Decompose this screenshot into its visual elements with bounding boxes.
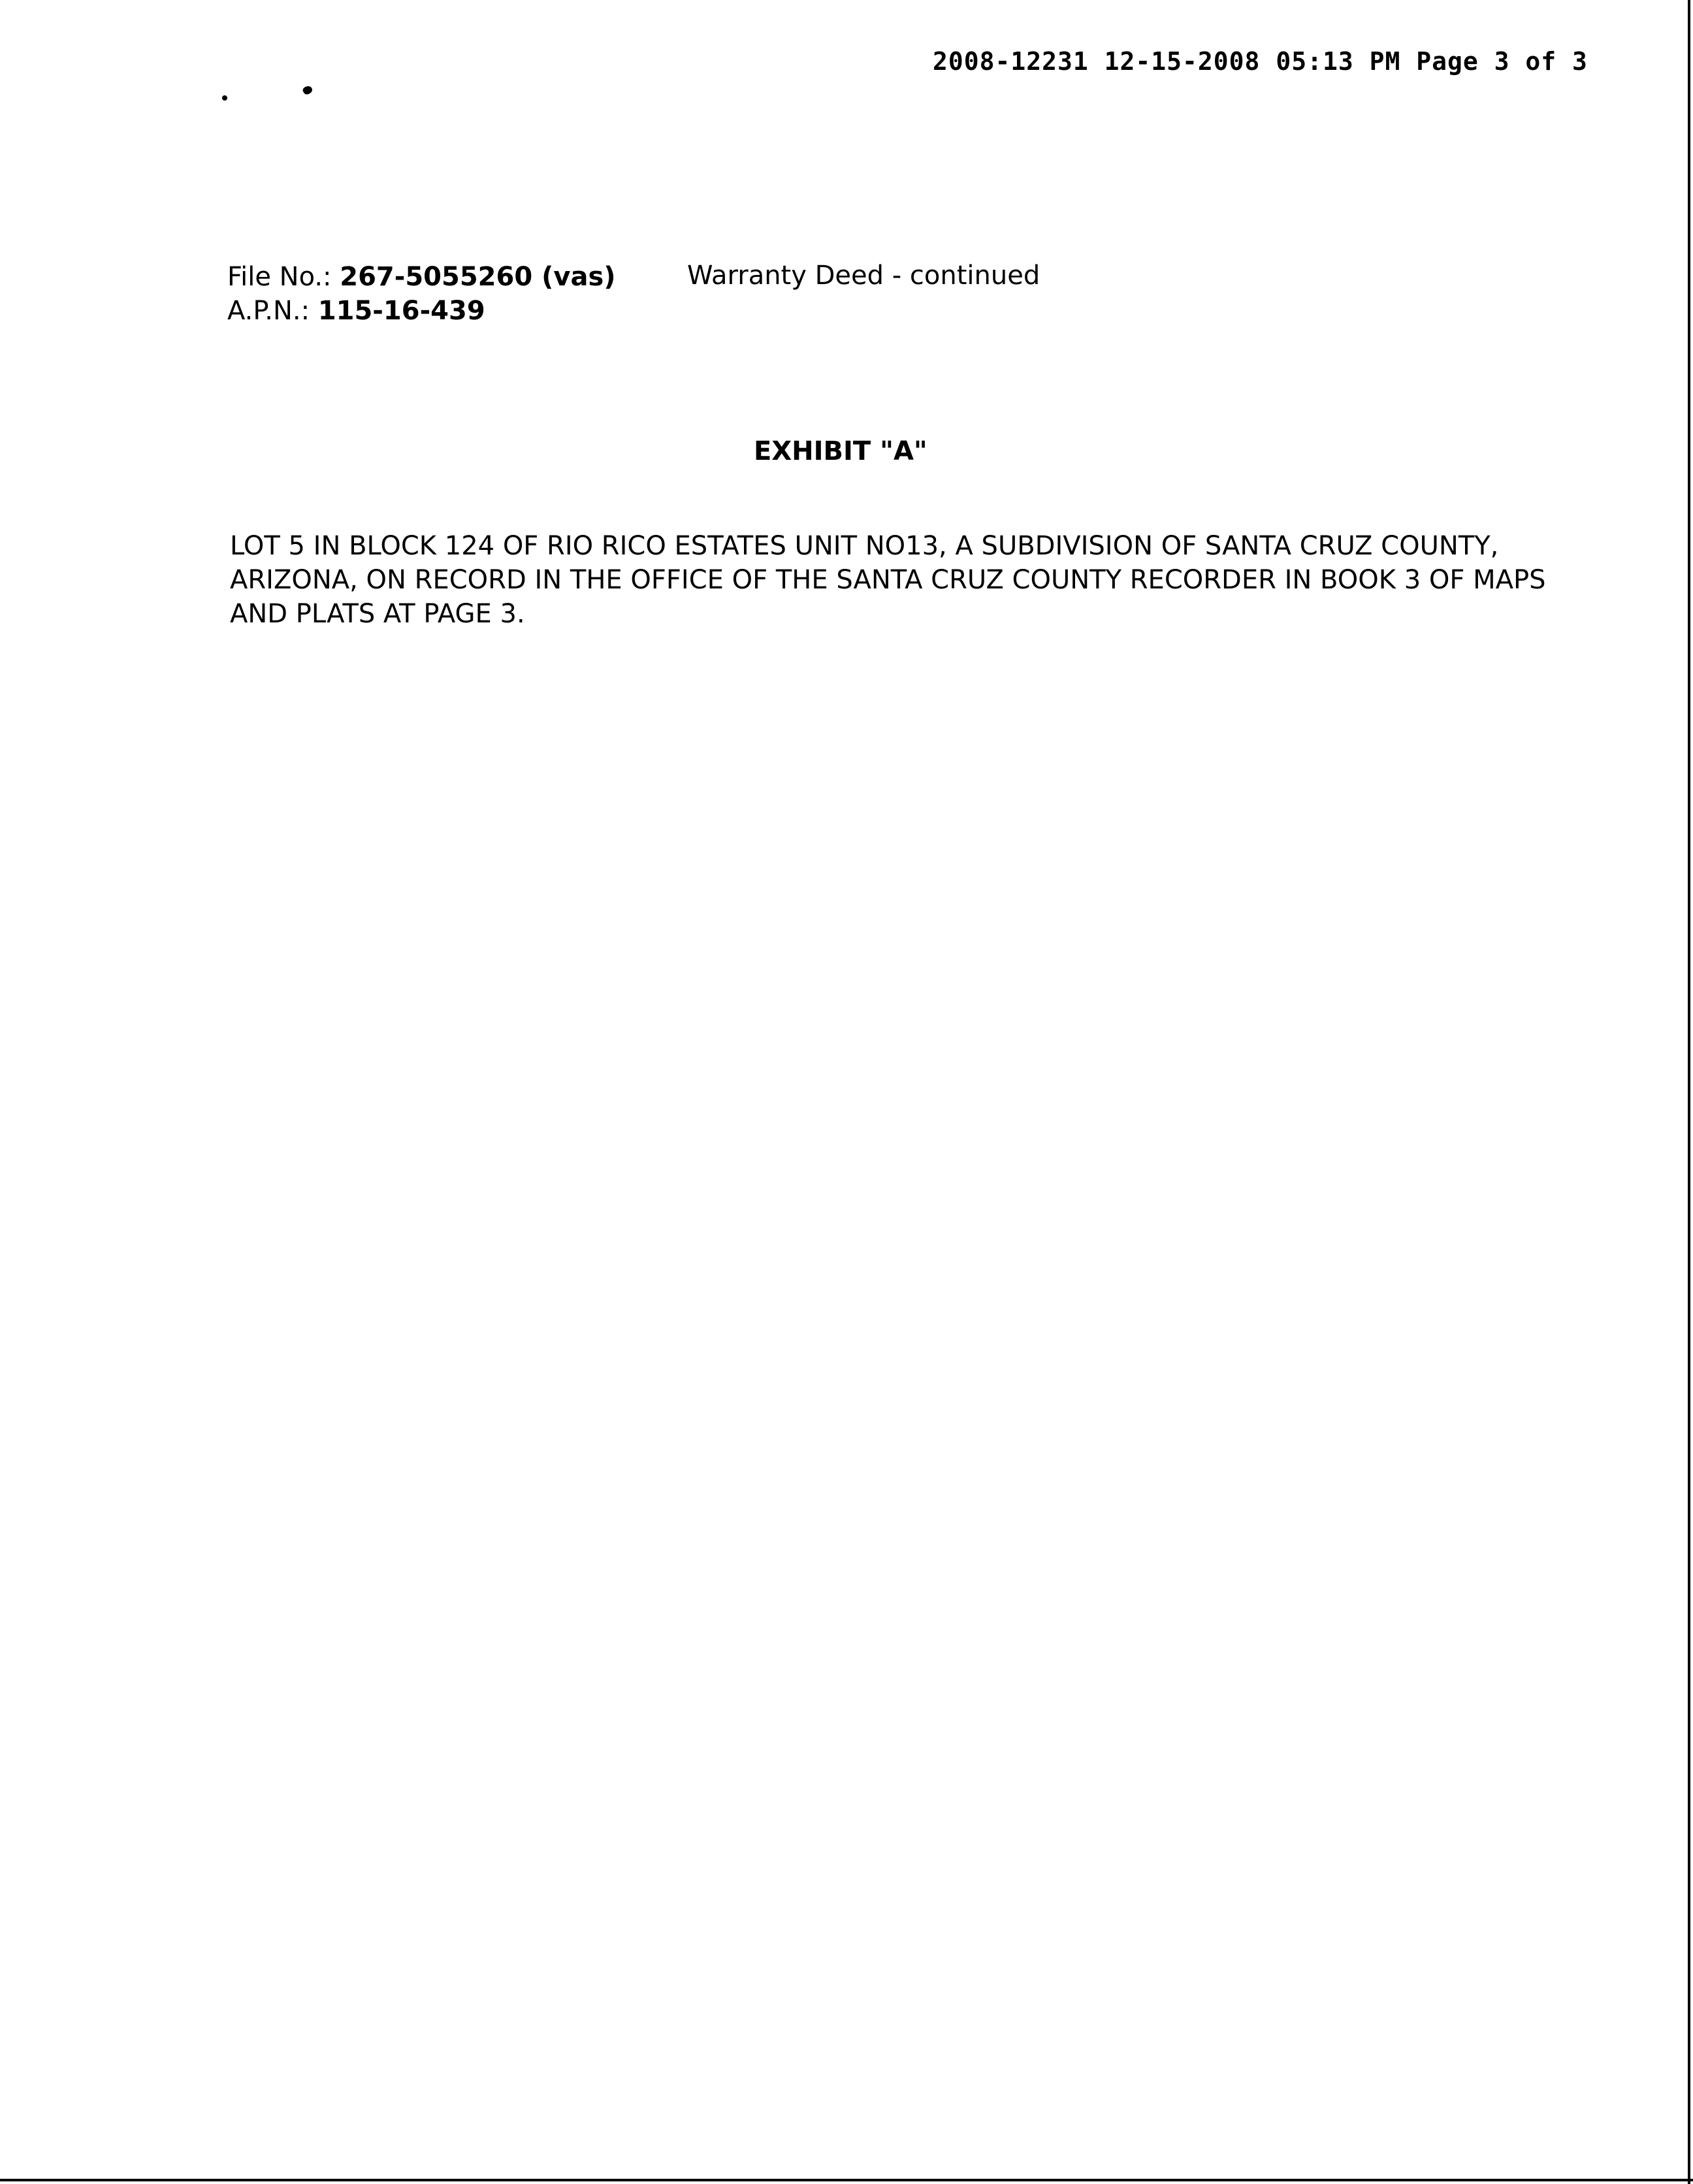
file-number-value: 267-5055260 (vas) — [340, 262, 616, 292]
document-type: Warranty Deed - continued — [687, 261, 1040, 291]
exhibit-title: EXHIBIT "A" — [754, 436, 927, 466]
legal-description-line: AND PLATS AT PAGE 3. — [230, 599, 525, 629]
apn-row — [227, 294, 616, 328]
file-info — [227, 260, 616, 328]
page-edge-right — [1688, 0, 1690, 2184]
scan-speck — [302, 84, 314, 95]
legal-description — [230, 529, 1546, 631]
page-edge-bottom — [0, 2179, 1693, 2181]
apn-label: A.P.N.: — [227, 296, 310, 326]
file-number-row — [227, 260, 616, 294]
legal-description-line: ARIZONA, ON RECORD IN THE OFFICE OF THE SANTA CRUZ COUNTY RECORDER IN BOOK 3 OF MAPS — [230, 565, 1546, 595]
recording-stamp: 2008-12231 12-15-2008 05:13 PM Page 3 of 3 — [933, 47, 1588, 76]
apn-value: 115-16-439 — [317, 296, 485, 326]
scan-speck — [222, 95, 227, 101]
legal-description-line: LOT 5 IN BLOCK 124 OF RIO RICO ESTATES UNIT NO13, A SUBDIVISION OF SANTA CRUZ COUNTY, — [230, 531, 1499, 561]
file-number-label: File No.: — [227, 262, 332, 292]
